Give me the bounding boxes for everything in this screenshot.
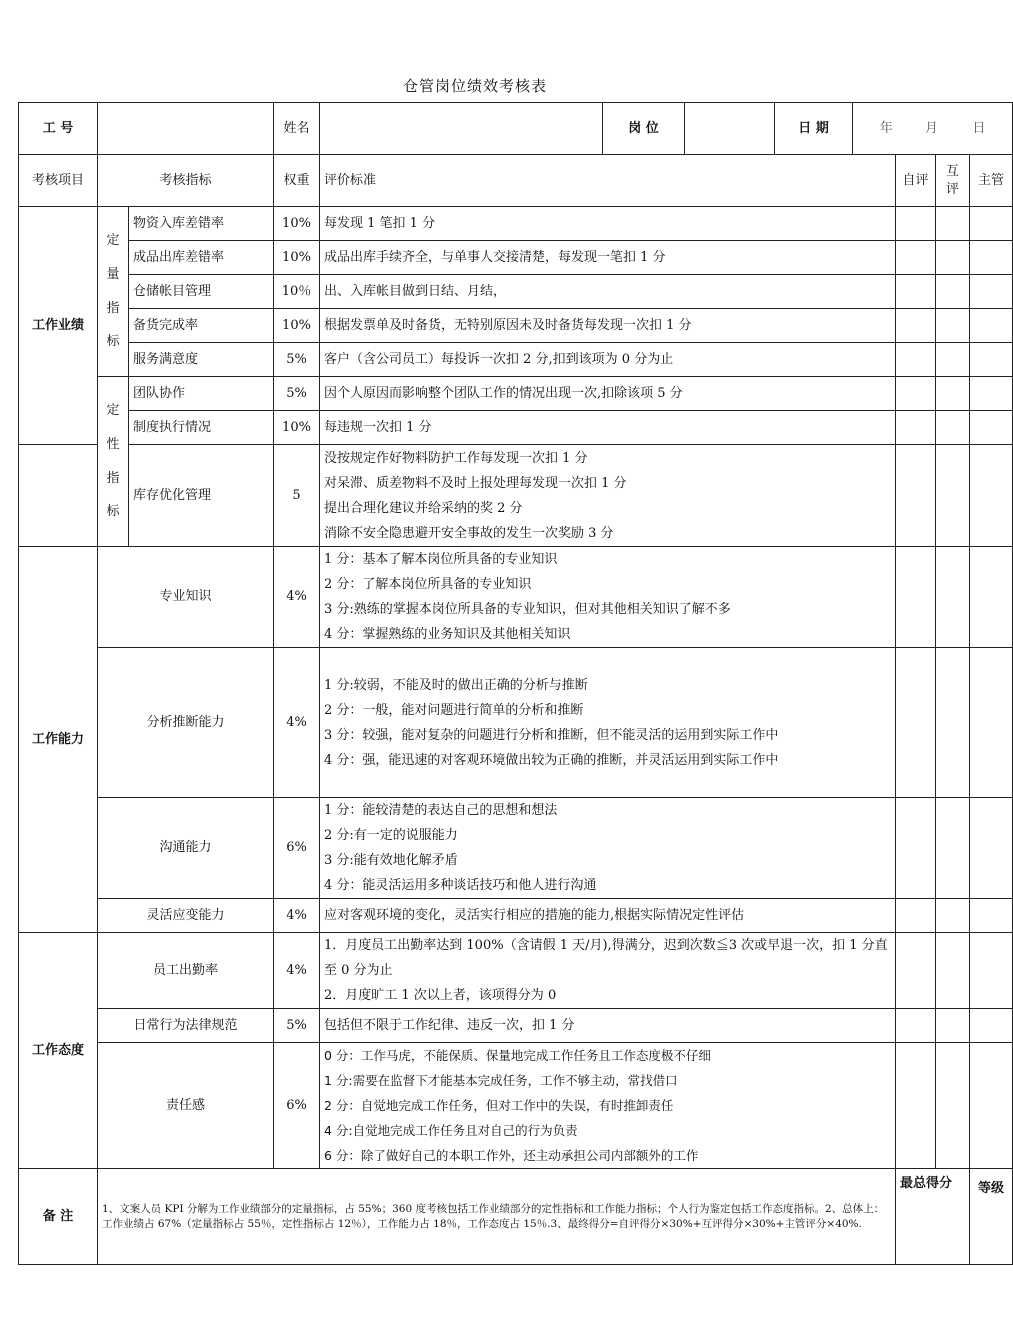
criteria-cell: [320, 445, 896, 547]
peer-score-cell[interactable]: [936, 1009, 970, 1043]
criteria-cell: [320, 275, 896, 309]
criteria-line: 出、入库帐目做到日结、月结，: [324, 284, 507, 299]
year-label: 年: [879, 120, 893, 136]
self-score-cell[interactable]: [896, 798, 936, 899]
subgroup-qualitative: 定性指标: [98, 377, 129, 547]
weight-cell: 10%: [274, 207, 320, 241]
criteria-line: 没按规定作好物料防护工作每发现一次扣 1 分: [324, 450, 588, 466]
section-performance-blank: [19, 445, 98, 547]
criteria-line: 6 分：除了做好自己的本职工作外，还主动承担公司内部额外的工作: [324, 1148, 699, 1163]
self-score-cell[interactable]: [896, 309, 936, 343]
criteria-cell: [320, 1009, 896, 1043]
self-score-cell[interactable]: [896, 377, 936, 411]
self-score-cell[interactable]: [896, 899, 936, 933]
weight-cell: 10%: [274, 241, 320, 275]
criteria-line: 消除不安全隐患避开安全事故的发生一次奖励 3 分: [324, 525, 614, 541]
indicator-cell: 物资入库差错率: [129, 207, 274, 241]
date-field[interactable]: [853, 103, 1013, 155]
subgroup-quantitative: 定量指标: [98, 207, 129, 377]
table-row: [19, 411, 1013, 445]
table-row: [19, 899, 1013, 933]
remarks-text: 1、文案人员 KPI 分解为工作业绩部分的定量指标，占 55%；360 度考核包括工作业绩部分的定性指标和工作能力指标；个人行为鉴定包括工作态度指标。2、总体上：工作业绩占 67%（定量指标占 55％，定性指标占 12％），工作能力占 18％，工作态度占 15％.3、最终得分=自评得分×30%+互评得分×30%+主管评分×40%.: [98, 1169, 896, 1265]
col-weight-header: 权重: [274, 155, 320, 207]
peer-score-cell[interactable]: [936, 547, 970, 648]
month-label: 月: [925, 120, 939, 136]
table-row: [19, 343, 1013, 377]
criteria-line: 3 分：较强，能对复杂的问题进行分析和推断，但不能灵活的运用到实际工作中: [324, 727, 779, 743]
criteria-line: 客户（含公司员工）每投诉一次扣 2 分,扣到该项为 0 分为止: [324, 352, 674, 367]
col-manager-header: 主管: [970, 155, 1013, 207]
criteria-line: 成品出库手续齐全，与单事人交接清楚，每发现一笔扣 1 分: [324, 250, 666, 265]
manager-score-cell[interactable]: [970, 241, 1013, 275]
criteria-line: 每发现 1 笔扣 1 分: [324, 216, 436, 231]
criteria-line: 1．月度员工出勤率达到 100%（含请假 1 天/月),得满分，迟到次数≦3 次或早退一次，扣 1 分直至 0 分为止: [324, 938, 888, 978]
header-row: [19, 103, 1013, 155]
peer-score-cell[interactable]: [936, 207, 970, 241]
table-row: [19, 648, 1013, 798]
self-score-cell[interactable]: [896, 648, 936, 798]
table-row: [19, 798, 1013, 899]
col-item-header: 考核项目: [19, 155, 98, 207]
criteria-line: 包括但不限于工作纪律、违反一次，扣 1 分: [324, 1018, 575, 1033]
criteria-cell: [320, 547, 896, 648]
criteria-line: 2 分：了解本岗位所具备的专业知识: [324, 577, 532, 592]
criteria-line: 因个人原因而影响整个团队工作的情况出现一次,扣除该项 5 分: [324, 386, 683, 401]
col-criteria-header: 评价标准: [320, 155, 896, 207]
criteria-cell: [320, 648, 896, 798]
self-score-cell[interactable]: [896, 547, 936, 648]
table-row: [19, 547, 1013, 648]
manager-score-cell[interactable]: [970, 648, 1013, 798]
criteria-line: 2 分:有一定的说服能力: [324, 828, 458, 843]
col-self-header: 自评: [896, 155, 936, 207]
manager-score-cell[interactable]: [970, 411, 1013, 445]
criteria-line: 根据发票单及时备货，无特别原因未及时备货每发现一次扣 1 分: [324, 318, 692, 333]
weight-cell: 10％: [274, 275, 320, 309]
criteria-cell: [320, 899, 896, 933]
weight-cell: 5%: [274, 377, 320, 411]
indicator-cell: 团队协作: [129, 377, 274, 411]
manager-score-cell[interactable]: [970, 275, 1013, 309]
criteria-line: 4 分：强，能迅速的对客观环境做出较为正确的推断，并灵活运用到实际工作中: [324, 752, 779, 768]
indicator-cell: 备货完成率: [129, 309, 274, 343]
weight-cell: 4%: [274, 547, 320, 648]
peer-score-cell[interactable]: [936, 241, 970, 275]
manager-score-cell[interactable]: [970, 547, 1013, 648]
criteria-line: 4 分：能灵活运用多种谈话技巧和他人进行沟通: [324, 878, 597, 893]
table-row: [19, 377, 1013, 411]
indicator-cell: 仓储帐目管理: [129, 275, 274, 309]
weight-cell: 10%: [274, 411, 320, 445]
self-score-cell[interactable]: [896, 207, 936, 241]
name-field[interactable]: [320, 103, 603, 155]
position-field[interactable]: [685, 103, 775, 155]
weight-cell: 10%: [274, 309, 320, 343]
indicator-cell: 库存优化管理: [129, 445, 274, 547]
job-no-field[interactable]: [98, 103, 274, 155]
date-label: 日 期: [775, 103, 853, 155]
manager-score-cell[interactable]: [970, 207, 1013, 241]
appraisal-table: [18, 102, 1013, 1265]
col-indicator-header: 考核指标: [98, 155, 274, 207]
col-peer-header: 互评: [936, 155, 970, 207]
indicator-cell: 灵活应变能力: [98, 899, 274, 933]
indicator-cell: 成品出库差错率: [129, 241, 274, 275]
peer-score-cell[interactable]: [936, 377, 970, 411]
manager-score-cell[interactable]: [970, 1009, 1013, 1043]
table-row: [19, 1009, 1013, 1043]
criteria-cell: [320, 1043, 896, 1169]
criteria-cell: [320, 309, 896, 343]
criteria-line: 4 分:自觉地完成工作任务且对自己的行为负责: [324, 1123, 578, 1138]
table-row: [19, 1043, 1013, 1169]
criteria-line: 2．月度旷工 1 次以上者，该项得分为 0: [324, 988, 557, 1003]
manager-score-cell[interactable]: [970, 309, 1013, 343]
grade-label: 等级: [970, 1169, 1013, 1265]
self-score-cell[interactable]: [896, 1009, 936, 1043]
self-score-cell[interactable]: [896, 933, 936, 1009]
criteria-line: 0 分：工作马虎，不能保质、保量地完成工作任务且工作态度极不仔细: [324, 1048, 711, 1063]
indicator-cell: 服务满意度: [129, 343, 274, 377]
manager-score-cell[interactable]: [970, 899, 1013, 933]
indicator-cell: 制度执行情况: [129, 411, 274, 445]
section-performance: 工作业绩: [19, 207, 98, 445]
section-attitude: 工作态度: [19, 933, 98, 1169]
criteria-line: 2 分：一般，能对问题进行简单的分析和推断: [324, 702, 584, 718]
peer-score-cell[interactable]: [936, 1043, 970, 1169]
criteria-line: 1 分:较弱，不能及时的做出正确的分析与推断: [324, 677, 588, 693]
peer-score-cell[interactable]: [936, 445, 970, 547]
criteria-cell: [320, 411, 896, 445]
weight-cell: 5: [274, 445, 320, 547]
indicator-cell: 沟通能力: [98, 798, 274, 899]
weight-cell: 6%: [274, 1043, 320, 1169]
criteria-cell: [320, 207, 896, 241]
self-score-cell[interactable]: [896, 411, 936, 445]
peer-score-cell[interactable]: [936, 933, 970, 1009]
table-row: [19, 445, 1013, 547]
criteria-line: 对呆滞、质差物料不及时上报处理每发现一次扣 1 分: [324, 475, 627, 491]
peer-score-cell[interactable]: [936, 798, 970, 899]
indicator-cell: 分析推断能力: [98, 648, 274, 798]
weight-cell: 6%: [274, 798, 320, 899]
criteria-line: 提出合理化建议并给采纳的奖 2 分: [324, 500, 523, 516]
self-score-cell[interactable]: [896, 343, 936, 377]
manager-score-cell[interactable]: [970, 933, 1013, 1009]
criteria-cell: [320, 933, 896, 1009]
self-score-cell[interactable]: [896, 241, 936, 275]
indicator-cell: 责任感: [98, 1043, 274, 1169]
manager-score-cell[interactable]: [970, 343, 1013, 377]
criteria-line: 4 分：掌握熟练的业务知识及其他相关知识: [324, 627, 571, 642]
peer-score-cell[interactable]: [936, 411, 970, 445]
criteria-line: 2 分：自觉地完成工作任务，但对工作中的失误，有时推卸责任: [324, 1098, 674, 1113]
table-row: [19, 207, 1013, 241]
peer-score-cell[interactable]: [936, 275, 970, 309]
indicator-cell: 员工出勤率: [98, 933, 274, 1009]
self-score-cell[interactable]: [896, 275, 936, 309]
name-label: 姓名: [274, 103, 320, 155]
day-label: 日: [972, 120, 986, 136]
weight-cell: 4%: [274, 648, 320, 798]
criteria-cell: [320, 798, 896, 899]
criteria-line: 1 分：基本了解本岗位所具备的专业知识: [324, 552, 558, 567]
peer-score-cell[interactable]: [936, 343, 970, 377]
peer-score-cell[interactable]: [936, 648, 970, 798]
indicator-cell: 专业知识: [98, 547, 274, 648]
criteria-cell: [320, 377, 896, 411]
indicator-cell: 日常行为法律规范: [98, 1009, 274, 1043]
manager-score-cell[interactable]: [970, 798, 1013, 899]
criteria-line: 3 分:熟练的掌握本岗位所具备的专业知识，但对其他相关知识了解不多: [324, 602, 731, 617]
criteria-cell: [320, 343, 896, 377]
table-row: [19, 309, 1013, 343]
table-row: [19, 933, 1013, 1009]
peer-score-cell[interactable]: [936, 309, 970, 343]
weight-cell: 5%: [274, 343, 320, 377]
document-title: 仓管岗位绩效考核表: [402, 77, 547, 95]
column-header-row: [19, 155, 1013, 207]
weight-cell: 5%: [274, 1009, 320, 1043]
criteria-cell: [320, 241, 896, 275]
criteria-line: 应对客观环境的变化，灵活实行相应的措施的能力,根据实际情况定性评估: [324, 908, 745, 923]
criteria-line: 1 分：能较清楚的表达自己的思想和想法: [324, 803, 558, 818]
peer-score-cell[interactable]: [936, 899, 970, 933]
manager-score-cell[interactable]: [970, 445, 1013, 547]
remarks-row: [19, 1169, 1013, 1265]
table-row: [19, 241, 1013, 275]
total-score-label: 最总得分: [896, 1169, 970, 1265]
criteria-line: 每违规一次扣 1 分: [324, 420, 432, 435]
criteria-line: 1 分:需要在监督下才能基本完成任务，工作不够主动，常找借口: [324, 1073, 678, 1088]
criteria-line: 3 分:能有效地化解矛盾: [324, 853, 458, 868]
manager-score-cell[interactable]: [970, 377, 1013, 411]
self-score-cell[interactable]: [896, 1043, 936, 1169]
weight-cell: 4%: [274, 933, 320, 1009]
self-score-cell[interactable]: [896, 445, 936, 547]
manager-score-cell[interactable]: [970, 1043, 1013, 1169]
weight-cell: 4%: [274, 899, 320, 933]
remarks-label: 备 注: [19, 1169, 98, 1265]
section-ability: 工作能力: [19, 547, 98, 933]
table-row: [19, 275, 1013, 309]
job-no-label: 工 号: [19, 103, 98, 155]
position-label: 岗 位: [603, 103, 685, 155]
